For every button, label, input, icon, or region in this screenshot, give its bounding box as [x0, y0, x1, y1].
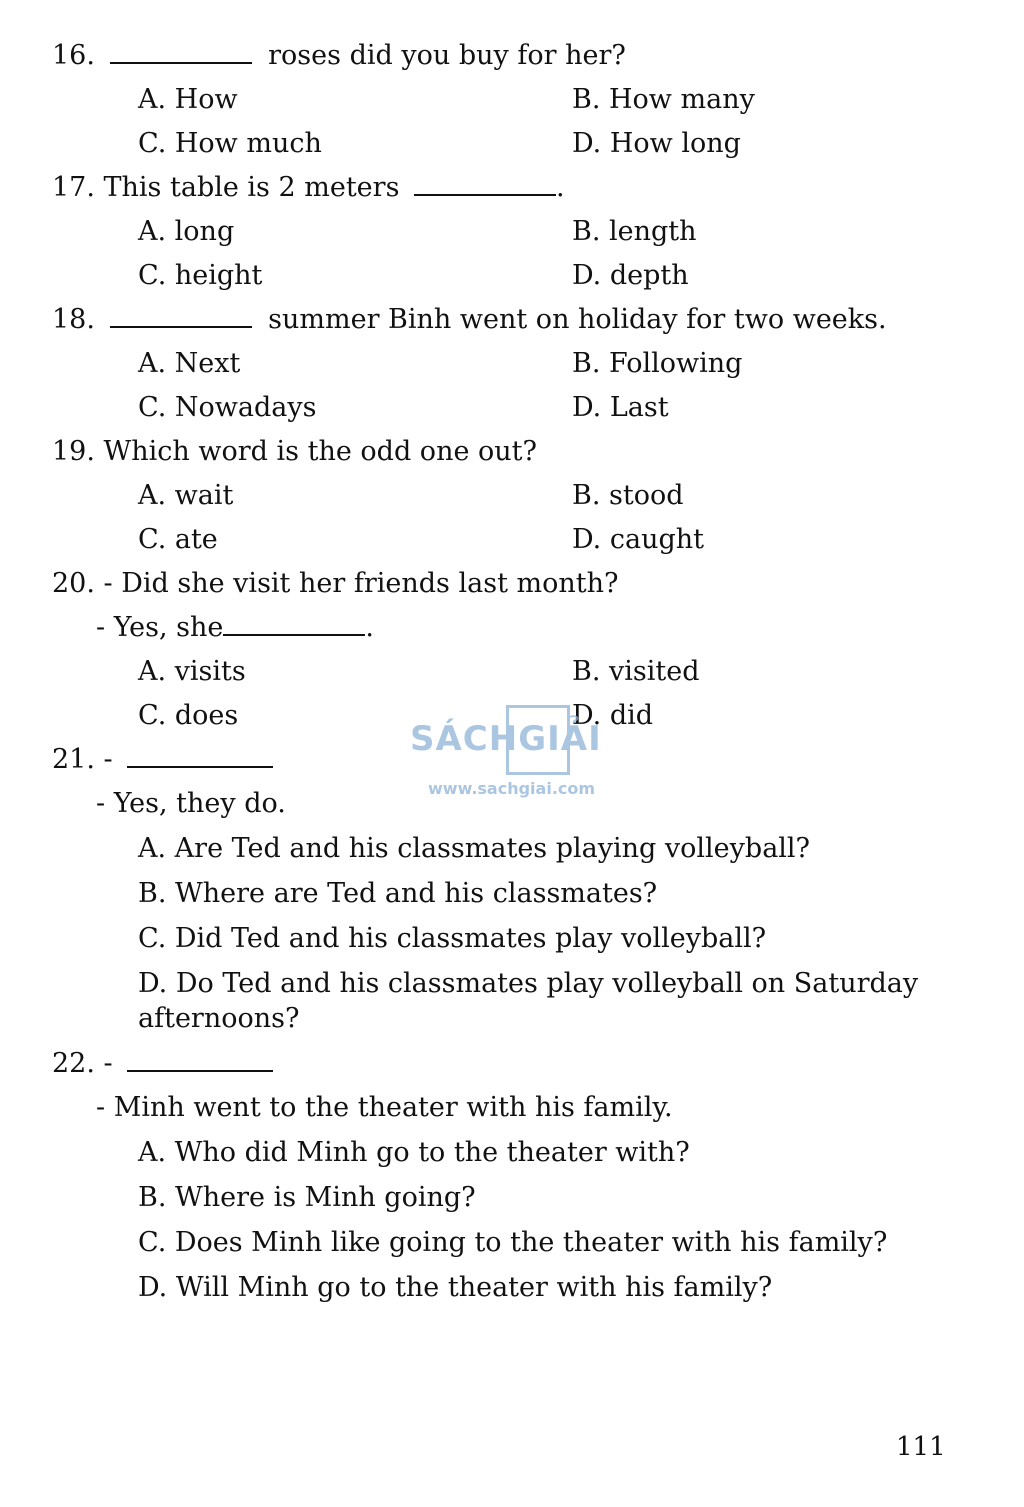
question-16 [52, 40, 626, 72]
option-c: C. How much [138, 128, 322, 159]
option-a: A. Are Ted and his classmates playing volleyball? [138, 833, 811, 864]
option-c: C. height [138, 260, 263, 291]
option-a: A. long [138, 216, 235, 247]
option-a: A. How [138, 84, 238, 115]
option-c: C. Did Ted and his classmates play volleyball? [138, 923, 767, 954]
answer-blank [223, 633, 365, 636]
option-c: C. Nowadays [138, 392, 317, 423]
question-number: 21. - [52, 744, 113, 775]
option-d-continued: afternoons? [138, 1003, 300, 1034]
option-d: D. Will Minh go to the theater with his family? [138, 1272, 773, 1303]
question-21 [52, 744, 273, 776]
option-b: B. Following [572, 348, 743, 379]
option-d: D. did [572, 700, 654, 731]
option-b: B. Where is Minh going? [138, 1182, 476, 1213]
answer-blank [127, 1069, 273, 1072]
watermark-url: www.sachgiai.com [428, 779, 596, 798]
page-number: 111 [896, 1432, 946, 1462]
option-b: B. stood [572, 480, 684, 511]
question-20: 20. - Did she visit her friends last month? [52, 568, 619, 599]
reply-line: - Minh went to the theater with his family. [96, 1092, 673, 1123]
answer-blank [414, 193, 556, 196]
reply-line: - Yes, they do. [96, 788, 286, 819]
option-c: C. ate [138, 524, 218, 555]
question-number: 18. [52, 304, 95, 335]
question-number: 22. - [52, 1048, 113, 1079]
option-a: A. Who did Minh go to the theater with? [138, 1137, 690, 1168]
question-17 [52, 172, 565, 204]
period: . [365, 612, 374, 643]
question-text: 17. This table is 2 meters [52, 172, 400, 203]
watermark [410, 705, 620, 805]
reply-line [96, 612, 374, 644]
option-b: B. visited [572, 656, 700, 687]
option-d: D. depth [572, 260, 689, 291]
option-b: B. How many [572, 84, 755, 115]
answer-blank [110, 325, 252, 328]
reply-text: - Yes, she [96, 612, 224, 643]
period: . [556, 172, 565, 203]
option-b: B. length [572, 216, 697, 247]
option-d: D. How long [572, 128, 741, 159]
question-text: summer Binh went on holiday for two weeks. [268, 304, 887, 335]
option-b: B. Where are Ted and his classmates? [138, 878, 658, 909]
answer-blank [127, 765, 273, 768]
question-number: 16. [52, 40, 95, 71]
question-22 [52, 1048, 273, 1080]
watermark-logo: SÁCHGIẢI [410, 719, 602, 759]
option-c: C. Does Minh like going to the theater with his family? [138, 1227, 888, 1258]
option-a: A. Next [138, 348, 241, 379]
option-a: A. wait [138, 480, 234, 511]
answer-blank [110, 61, 252, 64]
option-c: C. does [138, 700, 239, 731]
question-18 [52, 304, 887, 336]
option-d: D. Do Ted and his classmates play volleyball on Saturday [138, 968, 919, 999]
option-d: D. Last [572, 392, 669, 423]
option-a: A. visits [138, 656, 246, 687]
question-19: 19. Which word is the odd one out? [52, 436, 537, 467]
option-d: D. caught [572, 524, 704, 555]
question-text: roses did you buy for her? [268, 40, 626, 71]
